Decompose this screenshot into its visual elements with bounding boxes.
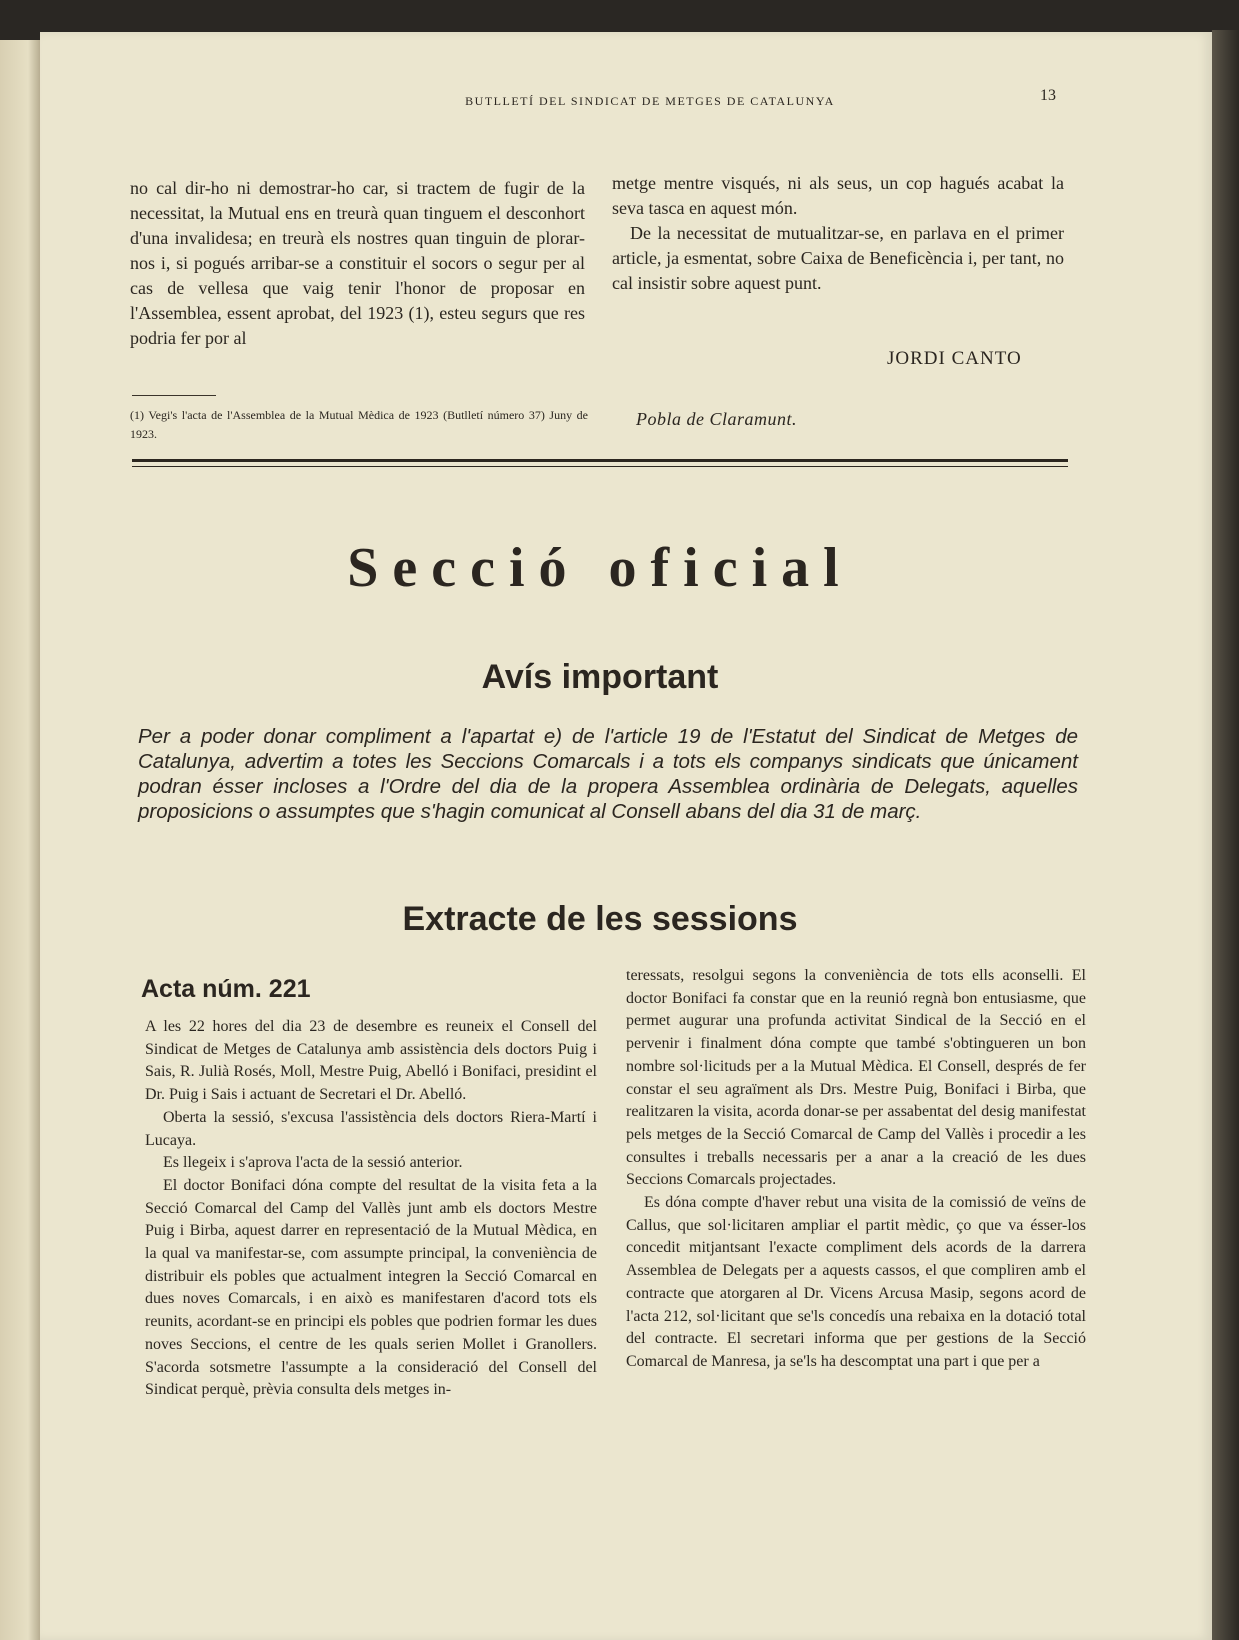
article-paragraph: De la necessitat de mutualitzar-se, en parlava en el primer article, ja esmentat, sobre Caixa de Beneficència i, per tant, no cal insistir sobre aquest punt.	[612, 223, 1064, 293]
acta-paragraph: Es llegeix i s'aprova l'acta de la sessió anterior.	[163, 1154, 463, 1172]
author-place: Pobla de Claramunt.	[636, 409, 797, 429]
acta-paragraph: teressats, resolgui segons la conveniència de tots ells aconselli. El doctor Bonifaci fa constar que en la reunió regnà bon entusiasme, que permet augurar una profunda activitat Sindical de la Secció en el pervenir i finalment dóna compte que també s'obtingueren un bon nombre sol·licituds per a la Mutual Mèdica. El Consell, després de fer constar el seu agraïment als Drs. Mestre Puig, Bonifaci i Birba, que realitzaren la visita, acorda donar-se per assabentat del desig manifestat pels metges de la Secció Comarcal de Camp del Vallès i procedir a les consultes i treballs necessaris per a anar a la creació de les dues Seccions Comarcals projectades.	[626, 967, 1086, 1189]
notice-heading: Avís important	[481, 658, 719, 696]
page-number: 13	[1040, 87, 1056, 104]
footnote: (1) Vegi's l'acta de l'Assemblea de la Mutual Mèdica de 1923 (Butlletí número 37) Juny de 1923.	[130, 408, 588, 441]
section-divider	[132, 459, 1068, 462]
footnote-rule	[132, 395, 216, 396]
acta-paragraph: Es dóna compte d'haver rebut una visita de la comissió de veïns de Callus, que sol·licitaren ampliar el partit mèdic, ço que va ésser-los concedit mitjantsant l'exacte compliment dels acords de la darrera Assemblea de Delegats per a aquests cassos, el que compliren amb el contracte que atorgaren al Dr. Vicens Arcusa Masip, segons acord de l'acta 212, sol·licitant que se'ls concedís una rebaixa en la dotació total del contracte. El secretari informa que per gestions de la Secció Comarcal de Manresa, ja se'ls ha descomptat una part i que per a	[626, 1194, 1086, 1370]
facing-page-edge	[0, 40, 40, 1640]
article-paragraph: metge mentre visqués, ni als seus, un cop hagués acabat la seva tasca en aquest món.	[612, 173, 1064, 218]
article-paragraph: no cal dir-ho ni demostrar-ho car, si tractem de fugir de la necessitat, la Mutual ens en treurà quan tinguem el desconhort d'una invalidesa; en treurà els nostres quan tinguin de plorar-nos i, si pogués arribar-se a constituir el socors o segur per al cas de vellesa que vaig tenir l'honor de proposar en l'Assemblea, essent aprobat, del 1923 (1), esteu segurs que res podria fer por al	[130, 178, 585, 348]
section-divider-thin	[132, 466, 1068, 467]
acta-paragraph: A les 22 hores del dia 23 de desembre es reuneix el Consell del Sindicat de Metges de Catalunya amb assistència dels doctors Puig i Sais, R. Julià Rosés, Moll, Mestre Puig, Abelló i Bonifaci, presidint el Dr. Puig i Sais i actuant de Secretari el Dr. Abelló.	[145, 1018, 597, 1104]
running-title: BUTLLETÍ DEL SINDICAT DE METGES DE CATALUNYA	[465, 94, 835, 108]
author-signature: JORDI CANTO	[887, 348, 1022, 369]
acta-paragraph: El doctor Bonifaci dóna compte del resultat de la visita feta a la Secció Comarcal del Camp del Vallès junt amb els doctors Mestre Puig i Birba, aquest darrer en representació de la Mutual Mèdica, en la qual va manifestar-se, com assumpte principal, la conveniència de distribuir els pobles que actualment integren la Secció Comarcal en dues noves Comarcals, i en això es manifestaren d'acord tots els reunits, acordant-se en principi els pobles que podrien formar les dues noves Seccions, el centre de les quals serien Mollet i Granollers. S'acorda sotsmetre l'assumpte a la consideració del Consell del Sindicat perquè, prèvia consulta dels metges in-	[145, 1176, 597, 1399]
article-left-column	[130, 176, 585, 351]
section-title: Secció oficial	[347, 537, 853, 599]
extract-heading: Extracte de les sessions	[402, 900, 798, 938]
notice-text: Per a poder donar compliment a l'apartat e) de l'article 19 de l'Estatut del Sindicat de Metges de Catalunya, advertim a totes les Seccions Comarcals i a tots els companys sindicats que únicament podran ésser incloses a l'Ordre del dia de la propera Assemblea ordinària de Delegats, aquelles proposicions o assumptes que s'hagin comunicat al Consell abans del dia 31 de març.	[138, 725, 1078, 823]
acta-paragraph: Oberta la sessió, s'excusa l'assistència dels doctors Riera-Martí i Lucaya.	[145, 1108, 597, 1149]
acta-left-column	[145, 1016, 597, 1402]
book-edge	[1212, 30, 1239, 1640]
acta-title: Acta núm. 221	[141, 975, 311, 1003]
article-right-column	[612, 171, 1064, 296]
acta-right-column	[626, 965, 1086, 1374]
